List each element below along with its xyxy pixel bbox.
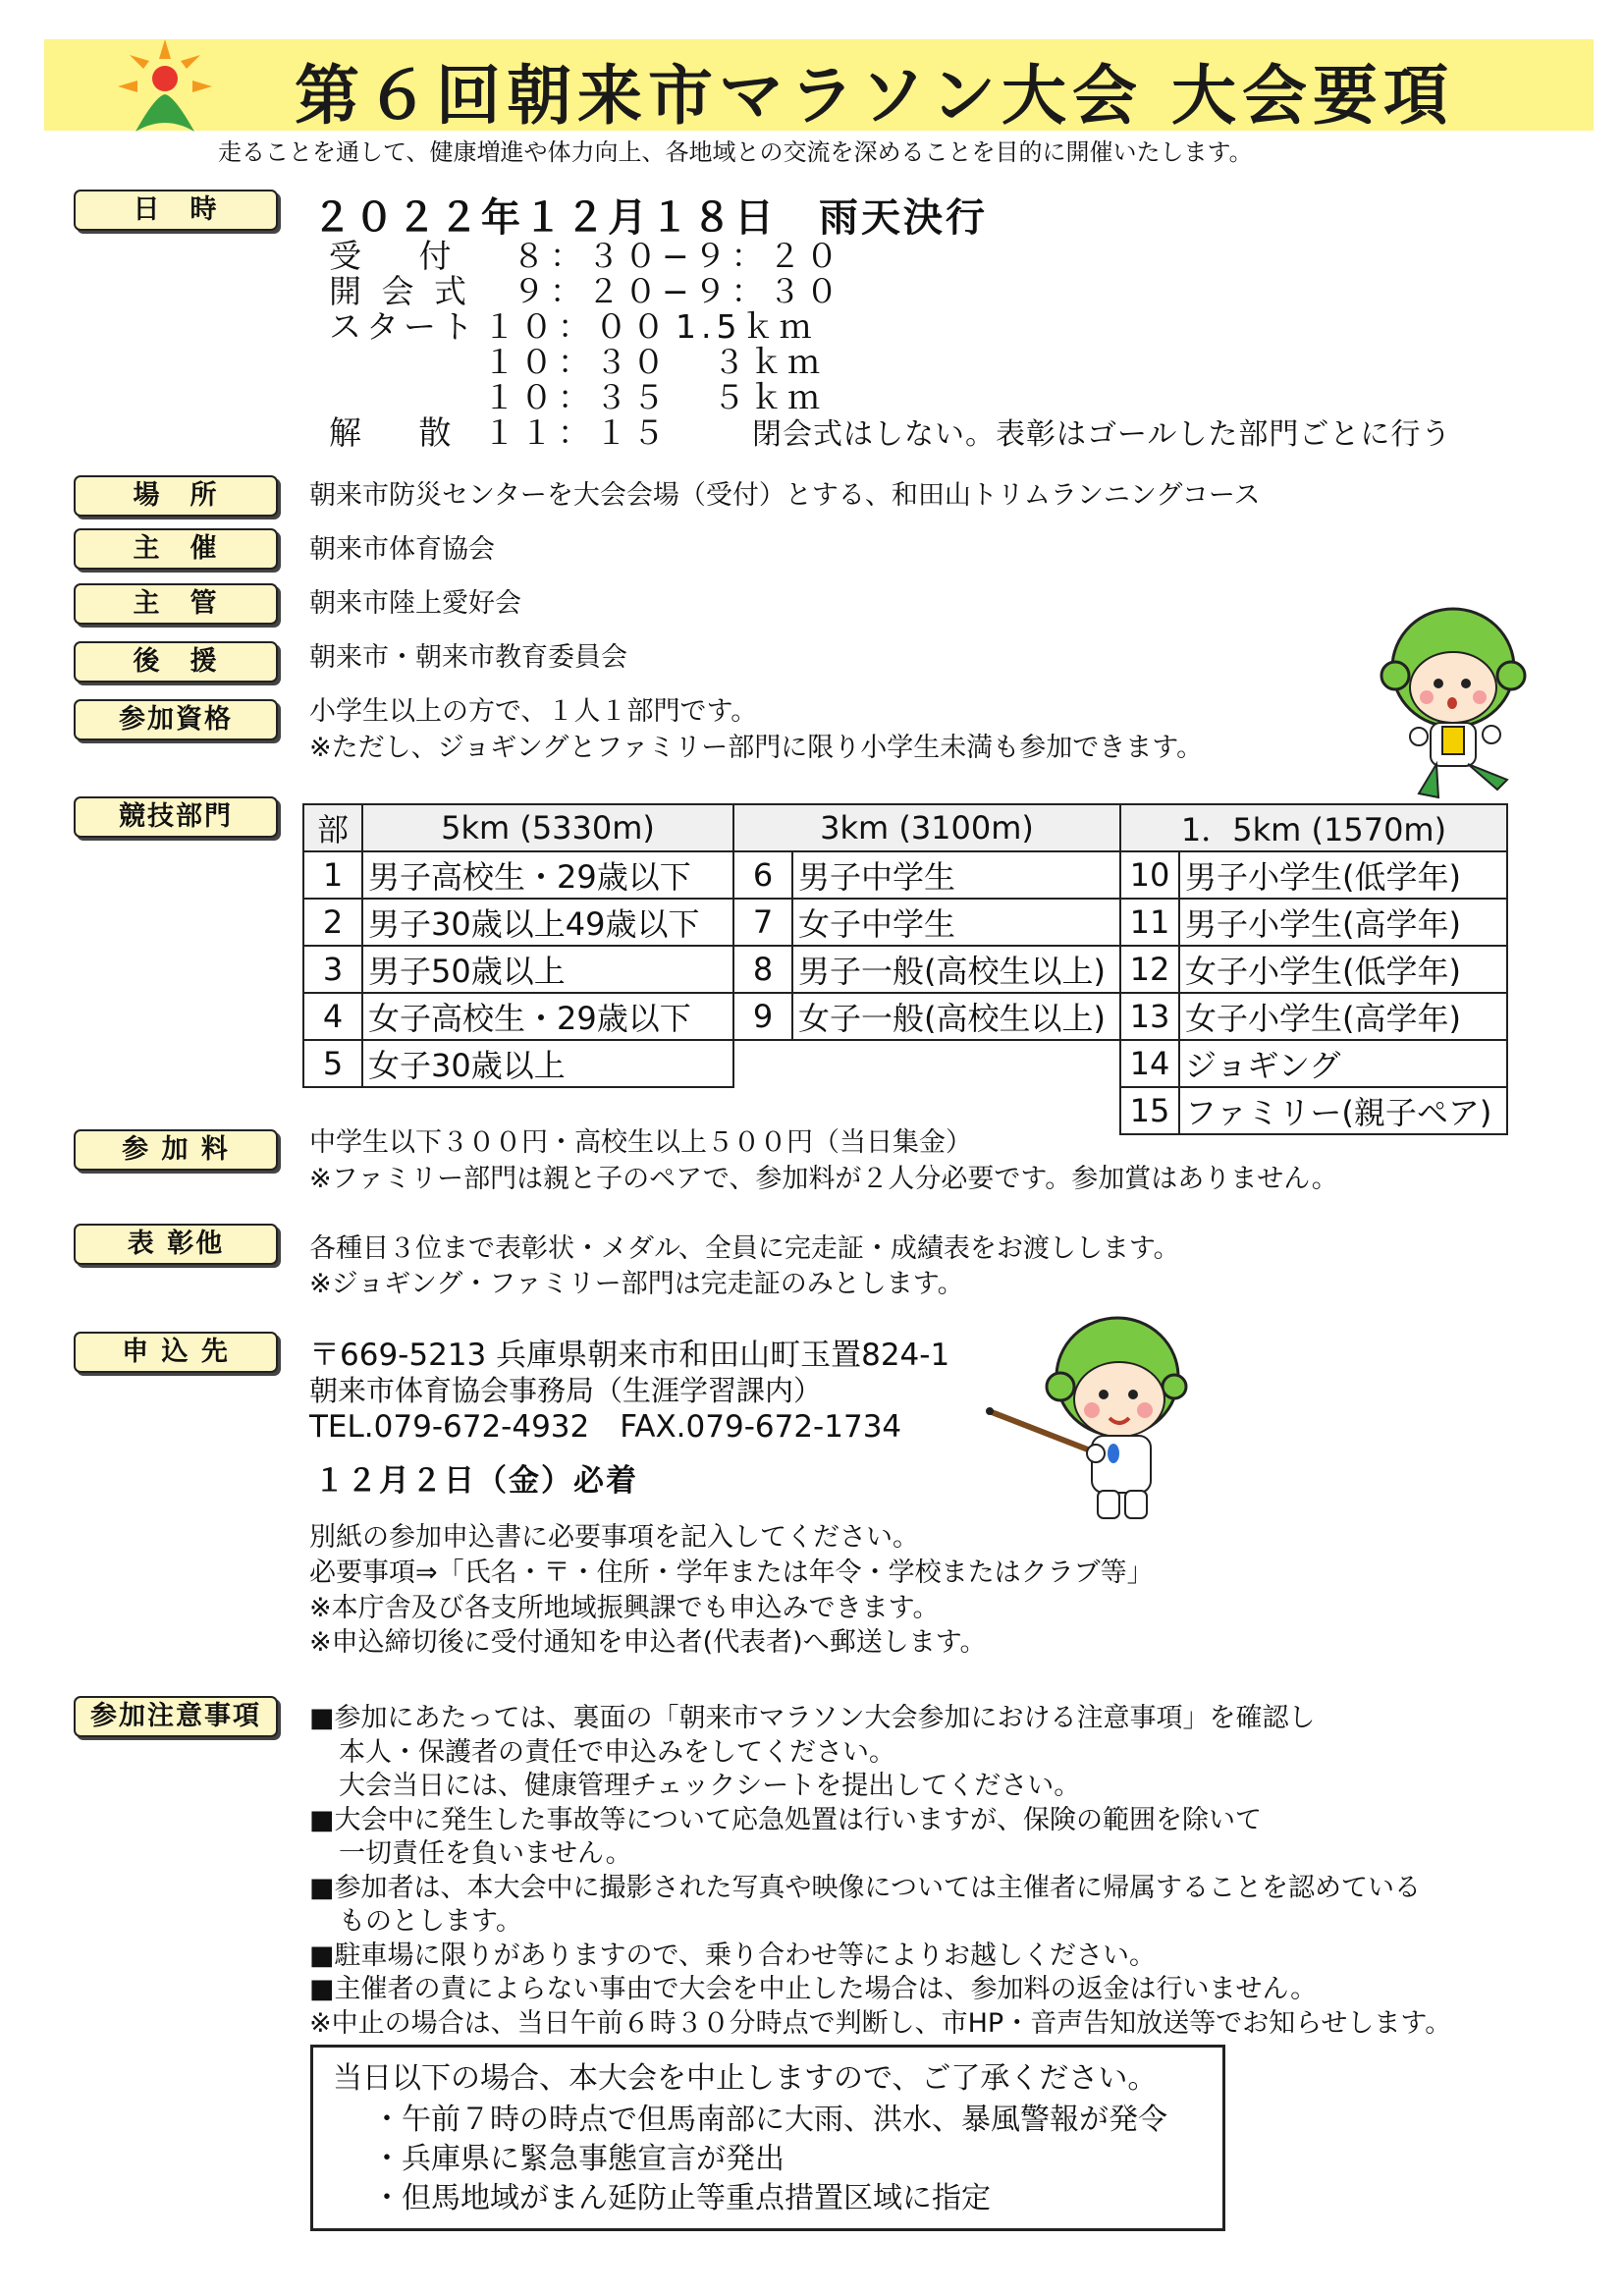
- start-label: スタート: [329, 307, 478, 346]
- event-date: ２０２２年１２月１８日 雨天決行: [312, 195, 988, 241]
- start-time-1: １０：００: [483, 307, 670, 346]
- cancellation-heading: 当日以下の場合、本大会を中止しますので、ご了承ください。: [333, 2061, 1158, 2096]
- event-name: 男子小学生(高学年): [1179, 899, 1507, 946]
- cautions-list: [309, 1702, 1451, 2041]
- start-time-2: １０：３０: [483, 343, 670, 381]
- event-no: 2: [303, 899, 362, 946]
- page-subtitle: 走ることを通して、健康増進や体力向上、各地域との交流を深めることを目的に開催いたします。: [218, 138, 1253, 166]
- caution-line: ものとします。: [339, 1906, 522, 1937]
- place-text: 朝来市防災センターを大会会場（受付）とする、和田山トリムランニングコース: [309, 480, 1261, 511]
- col-no-header: 部: [303, 804, 362, 851]
- cancellation-box: [310, 2045, 1225, 2231]
- apply-note2: 必要事項⇒「氏名・〒・住所・学年または年令・学校またはクラブ等」: [309, 1558, 1154, 1588]
- host-text: 朝来市体育協会: [309, 534, 495, 565]
- fee-line1: 中学生以下３００円・高校生以上５００円（当日集金）: [309, 1127, 972, 1158]
- pointing-mascot-icon: [982, 1306, 1188, 1527]
- event-name: 男子中学生: [792, 851, 1120, 899]
- page-title: 第６回朝来市マラソン大会 大会要項: [295, 57, 1454, 134]
- caution-line: ■参加者は、本大会中に撮影された写真や映像については主催者に帰属することを認めている: [309, 1872, 1421, 1903]
- cancellation-item: ・兵庫県に緊急事態宣言が発出: [372, 2142, 785, 2176]
- table-row: [303, 899, 1507, 946]
- eligibility-line1: 小学生以上の方で、１人１部門です。: [309, 696, 758, 727]
- opening-label: 開 会 式: [329, 272, 471, 310]
- event-no: 5: [303, 1040, 362, 1087]
- cancellation-item: ・午前７時の時点で但馬南部に大雨、洪水、暴風警報が発令: [372, 2103, 1167, 2137]
- dismiss-note: 閉会式はしない。表彰はゴールした部門ごとに行う: [752, 417, 1452, 452]
- header-5km: 5km (5330m): [362, 804, 733, 851]
- table-row: [303, 851, 1507, 899]
- event-name: ジョギング: [1179, 1040, 1507, 1087]
- cancellation-item: ・但馬地域がまん延防止等重点措置区域に指定: [372, 2181, 991, 2215]
- events-header-row: [303, 804, 1507, 851]
- label-datetime: 日 時: [74, 190, 278, 231]
- apply-address: 〒669-5213 兵庫県朝来市和田山町玉置824-1: [309, 1338, 950, 1373]
- event-name: 女子30歳以上: [362, 1040, 733, 1087]
- header-1-5km: 1．5km (1570m): [1120, 804, 1507, 851]
- dismiss-time: １１：１５: [483, 413, 670, 452]
- label-eligibility: 参加資格: [74, 699, 278, 740]
- event-name: 女子小学生(高学年): [1179, 993, 1507, 1040]
- start-dist-2: ３ｋｍ: [713, 343, 825, 381]
- fee-line2: ※ファミリー部門は親と子のペアで、参加料が２人分必要です。参加賞はありません。: [309, 1164, 1338, 1194]
- table-row: [303, 1040, 1507, 1087]
- event-no: 11: [1120, 899, 1179, 946]
- table-row: [303, 993, 1507, 1040]
- apply-note1: 別紙の参加申込書に必要事項を記入してください。: [309, 1522, 919, 1553]
- apply-contact: TEL.079-672-4932 FAX.079-672-1734: [309, 1409, 902, 1445]
- header-3km: 3km (3100m): [733, 804, 1120, 851]
- apply-office: 朝来市体育協会事務局（生涯学習課内）: [309, 1374, 823, 1407]
- caution-line: ※中止の場合は、当日午前６時３０分時点で判断し、市HP・音声告知放送等でお知らせします。: [309, 2007, 1452, 2039]
- apply-deadline: １２月２日（金）必着: [314, 1463, 638, 1499]
- event-name: 女子高校生・29歳以下: [362, 993, 733, 1040]
- event-no: 7: [733, 899, 792, 946]
- running-mascot-icon: [1360, 597, 1542, 803]
- sun-logo-icon: [116, 37, 214, 136]
- start-time-3: １０：３５: [483, 378, 670, 416]
- caution-line: 大会当日には、健康管理チェックシートを提出してください。: [339, 1771, 1081, 1801]
- label-organizer: 主 管: [74, 583, 278, 625]
- dismiss-label: 解 散: [329, 413, 457, 452]
- organizer-text: 朝来市陸上愛好会: [309, 588, 521, 619]
- event-name: 男子50歳以上: [362, 946, 733, 993]
- event-no: 1: [303, 851, 362, 899]
- event-name: 男子小学生(低学年): [1179, 851, 1507, 899]
- label-cautions: 参加注意事項: [74, 1696, 278, 1737]
- table-row: [303, 946, 1507, 993]
- start-dist-1: 1.5ｋｍ: [676, 307, 817, 346]
- awards-line2: ※ジョギング・ファミリー部門は完走証のみとします。: [309, 1269, 964, 1299]
- event-no: 3: [303, 946, 362, 993]
- reception-label: 受 付: [329, 237, 457, 275]
- event-no: 12: [1120, 946, 1179, 993]
- label-apply: 申 込 先: [74, 1332, 278, 1373]
- start-dist-3: ５ｋｍ: [713, 378, 825, 416]
- caution-line: 本人・保護者の責任で申込みをしてください。: [339, 1736, 895, 1768]
- events-table: [302, 803, 1508, 1135]
- apply-note3: ※本庁舎及び各支所地域振興課でも申込みできます。: [309, 1593, 940, 1623]
- event-no: 15: [1120, 1087, 1179, 1134]
- event-name: ファミリー(親子ペア): [1179, 1087, 1507, 1134]
- support-text: 朝来市・朝来市教育委員会: [309, 642, 627, 673]
- awards-line1: 各種目３位まで表彰状・メダル、全員に完走証・成績表をお渡しします。: [309, 1233, 1180, 1264]
- event-name: 女子小学生(低学年): [1179, 946, 1507, 993]
- event-name: 男子一般(高校生以上): [792, 946, 1120, 993]
- label-events: 競技部門: [74, 796, 278, 838]
- empty-cell: [733, 1040, 1120, 1087]
- opening-time: ９：２０−９：３０: [513, 272, 843, 310]
- event-name: 男子30歳以上49歳以下: [362, 899, 733, 946]
- event-no: 6: [733, 851, 792, 899]
- label-fee: 参 加 料: [74, 1129, 278, 1171]
- event-no: 13: [1120, 993, 1179, 1040]
- label-place: 場 所: [74, 475, 278, 517]
- caution-line: 一切責任を負いません。: [339, 1838, 632, 1869]
- caution-line: ■大会中に発生した事故等について応急処置は行いますが、保険の範囲を除いて: [309, 1804, 1262, 1835]
- caution-line: ■駐車場に限りがありますので、乗り合わせ等によりお越しください。: [309, 1940, 1156, 1971]
- event-no: 9: [733, 993, 792, 1040]
- caution-line: ■主催者の責によらない事由で大会を中止した場合は、参加料の返金は行いません。: [309, 1974, 1318, 2004]
- event-no: 8: [733, 946, 792, 993]
- label-awards: 表 彰他: [74, 1224, 278, 1265]
- event-no: 4: [303, 993, 362, 1040]
- event-name: 女子一般(高校生以上): [792, 993, 1120, 1040]
- event-name: 女子中学生: [792, 899, 1120, 946]
- event-no: 14: [1120, 1040, 1179, 1087]
- caution-line: ■参加にあたっては、裏面の「朝来市マラソン大会参加における注意事項」を確認し: [309, 1703, 1316, 1733]
- event-no: 10: [1120, 851, 1179, 899]
- event-name: 男子高校生・29歳以下: [362, 851, 733, 899]
- eligibility-line2: ※ただし、ジョギングとファミリー部門に限り小学生未満も参加できます。: [309, 733, 1204, 763]
- label-support: 後 援: [74, 641, 278, 683]
- label-host: 主 催: [74, 528, 278, 570]
- apply-note4: ※申込締切後に受付通知を申込者(代表者)へ郵送します。: [309, 1627, 987, 1658]
- reception-time: ８：３０−９：２０: [513, 237, 843, 275]
